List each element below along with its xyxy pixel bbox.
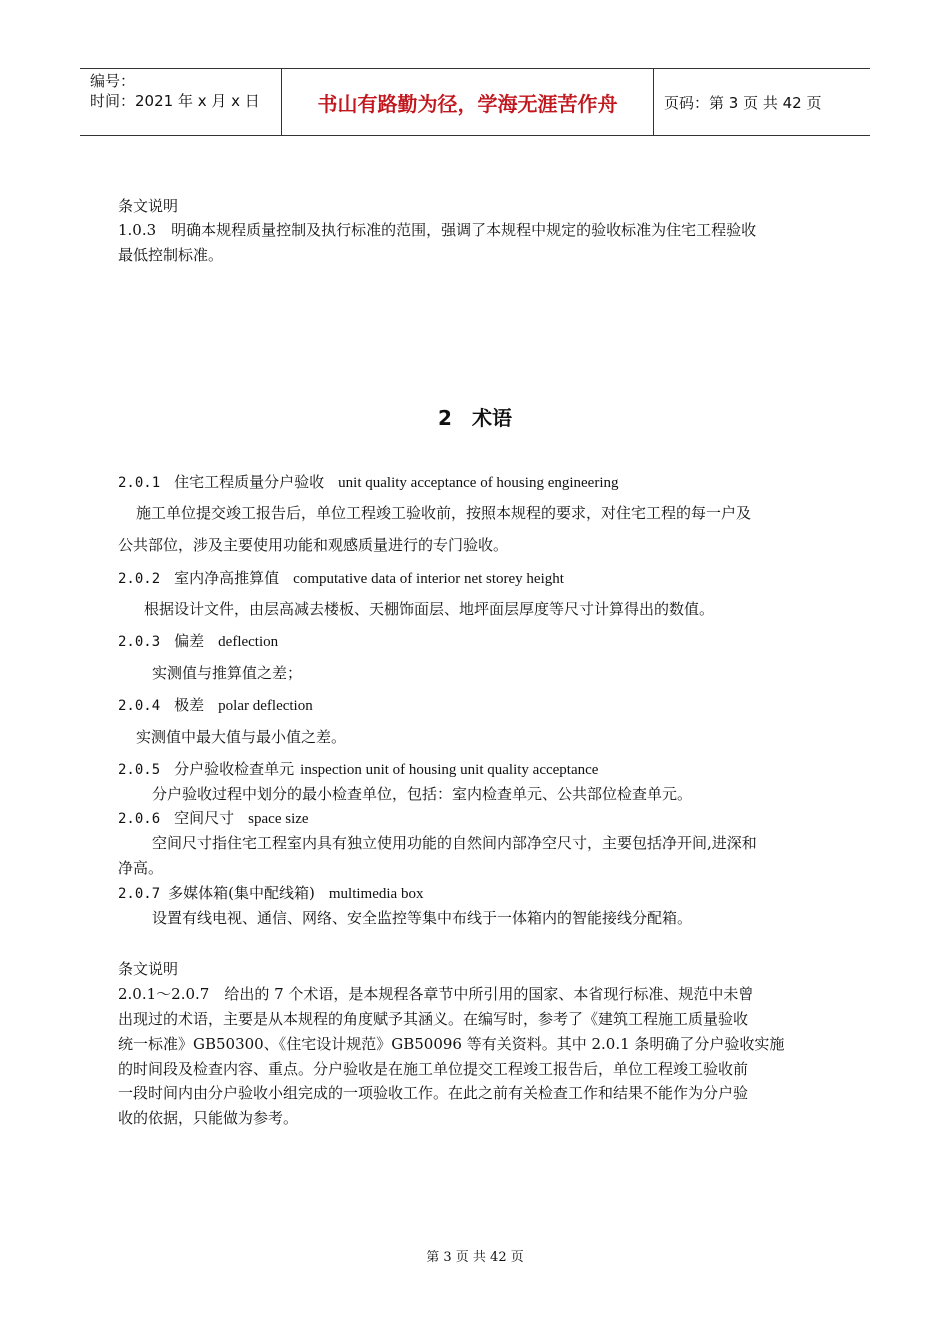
- note2-line: 出现过的术语，主要是从本规程的角度赋予其涵义。在编写时，参考了《建筑工程施工质量验收: [118, 1010, 749, 1028]
- term-cn: 多媒体箱(集中配线箱): [168, 884, 315, 902]
- note2-line: 收的依据，只能做为参考。: [118, 1109, 299, 1127]
- term-en: space size: [248, 811, 309, 827]
- definition-line: 根据设计文件，由层高减去楼板、天棚饰面层、地坪面层厚度等尺寸计算得出的数值。: [144, 600, 715, 618]
- term-cn: 偏差: [174, 632, 205, 650]
- term-en: deflection: [218, 634, 279, 650]
- term-number: 2.0.3: [118, 634, 161, 650]
- definition-line: 实测值与推算值之差；: [152, 664, 303, 682]
- definition-line: 设置有线电视、通信、网络、安全监控等集中布线于一体箱内的智能接线分配箱。: [152, 909, 693, 927]
- note1-label: 条文说明: [118, 197, 179, 215]
- header-meta: [80, 69, 282, 135]
- term-number: 2.0.7: [118, 886, 161, 902]
- term-number: 2.0.5: [118, 762, 161, 778]
- term-number: 2.0.1: [118, 475, 161, 491]
- chapter-title: 2 术语: [438, 406, 512, 430]
- note2-line: 统一标准》GB50300、《住宅设计规范》GB50096 等有关资料。其中 2.0.1 条明确了分户验收实施: [118, 1035, 785, 1053]
- header-time: 时间：2021 年 x 月 x 日: [90, 92, 260, 110]
- term-2-0-3: [118, 629, 278, 654]
- term-2-0-4: [118, 693, 313, 718]
- page-header: [80, 68, 870, 136]
- term-cn: 极差: [174, 696, 205, 714]
- definition-line: 公共部位，涉及主要使用功能和观感质量进行的专门验收。: [118, 536, 509, 554]
- note1-line: 最低控制标准。: [118, 246, 224, 264]
- definition-line: 空间尺寸指住宅工程室内具有独立使用功能的自然间内部净空尺寸，主要包括净开间,进深和: [152, 834, 757, 852]
- header-page-info: 页码：第 3 页 共 42 页: [664, 93, 822, 112]
- term-cn: 分户验收检查单元: [174, 760, 295, 778]
- header-number: 编号：: [90, 72, 136, 90]
- definition-line: 实测值中最大值与最小值之差。: [136, 728, 347, 746]
- term-en: computative data of interior net storey height: [293, 571, 564, 587]
- term-en: unit quality acceptance of housing engineering: [338, 475, 619, 491]
- note2-label: 条文说明: [118, 960, 179, 978]
- term-2-0-5: [118, 757, 598, 782]
- note1-line: 1.0.3 明确本规程质量控制及执行标准的范围，强调了本规程中规定的验收标准为住宅工程验收: [118, 221, 757, 239]
- term-number: 2.0.2: [118, 571, 161, 587]
- note2-line: 2.0.1～2.0.7 给出的 7 个术语，是本规程各章节中所引用的国家、本省现行标准、规范中未曾: [118, 985, 754, 1003]
- term-cn: 住宅工程质量分户验收: [174, 473, 325, 491]
- term-2-0-1: [118, 470, 619, 495]
- term-2-0-7: [118, 881, 423, 906]
- term-cn: 空间尺寸: [174, 809, 235, 827]
- term-number: 2.0.6: [118, 811, 161, 827]
- term-2-0-2: [118, 566, 564, 591]
- term-2-0-6: [118, 806, 309, 831]
- term-cn: 室内净高推算值: [174, 569, 280, 587]
- term-en: inspection unit of housing unit quality acceptance: [300, 762, 599, 778]
- definition-line: 施工单位提交竣工报告后，单位工程竣工验收前，按照本规程的要求，对住宅工程的每一户及: [136, 504, 752, 522]
- term-en: polar deflection: [218, 698, 313, 714]
- term-en: multimedia box: [328, 886, 424, 902]
- note2-line: 一段时间内由分户验收小组完成的一项验收工作。在此之前有关检查工作和结果不能作为分户验: [118, 1084, 749, 1102]
- definition-line: 净高。: [118, 859, 164, 877]
- definition-line: 分户验收过程中划分的最小检查单位，包括：室内检查单元、公共部位检查单元。: [152, 785, 693, 803]
- note2-line: 的时间段及检查内容、重点。分户验收是在施工单位提交工程竣工报告后，单位工程竣工验收前: [118, 1060, 749, 1078]
- header-motto: 书山有路勤为径，学海无涯苦作舟: [282, 69, 654, 135]
- term-number: 2.0.4: [118, 698, 161, 714]
- page-footer: 第 3 页 共 42 页: [426, 1250, 524, 1265]
